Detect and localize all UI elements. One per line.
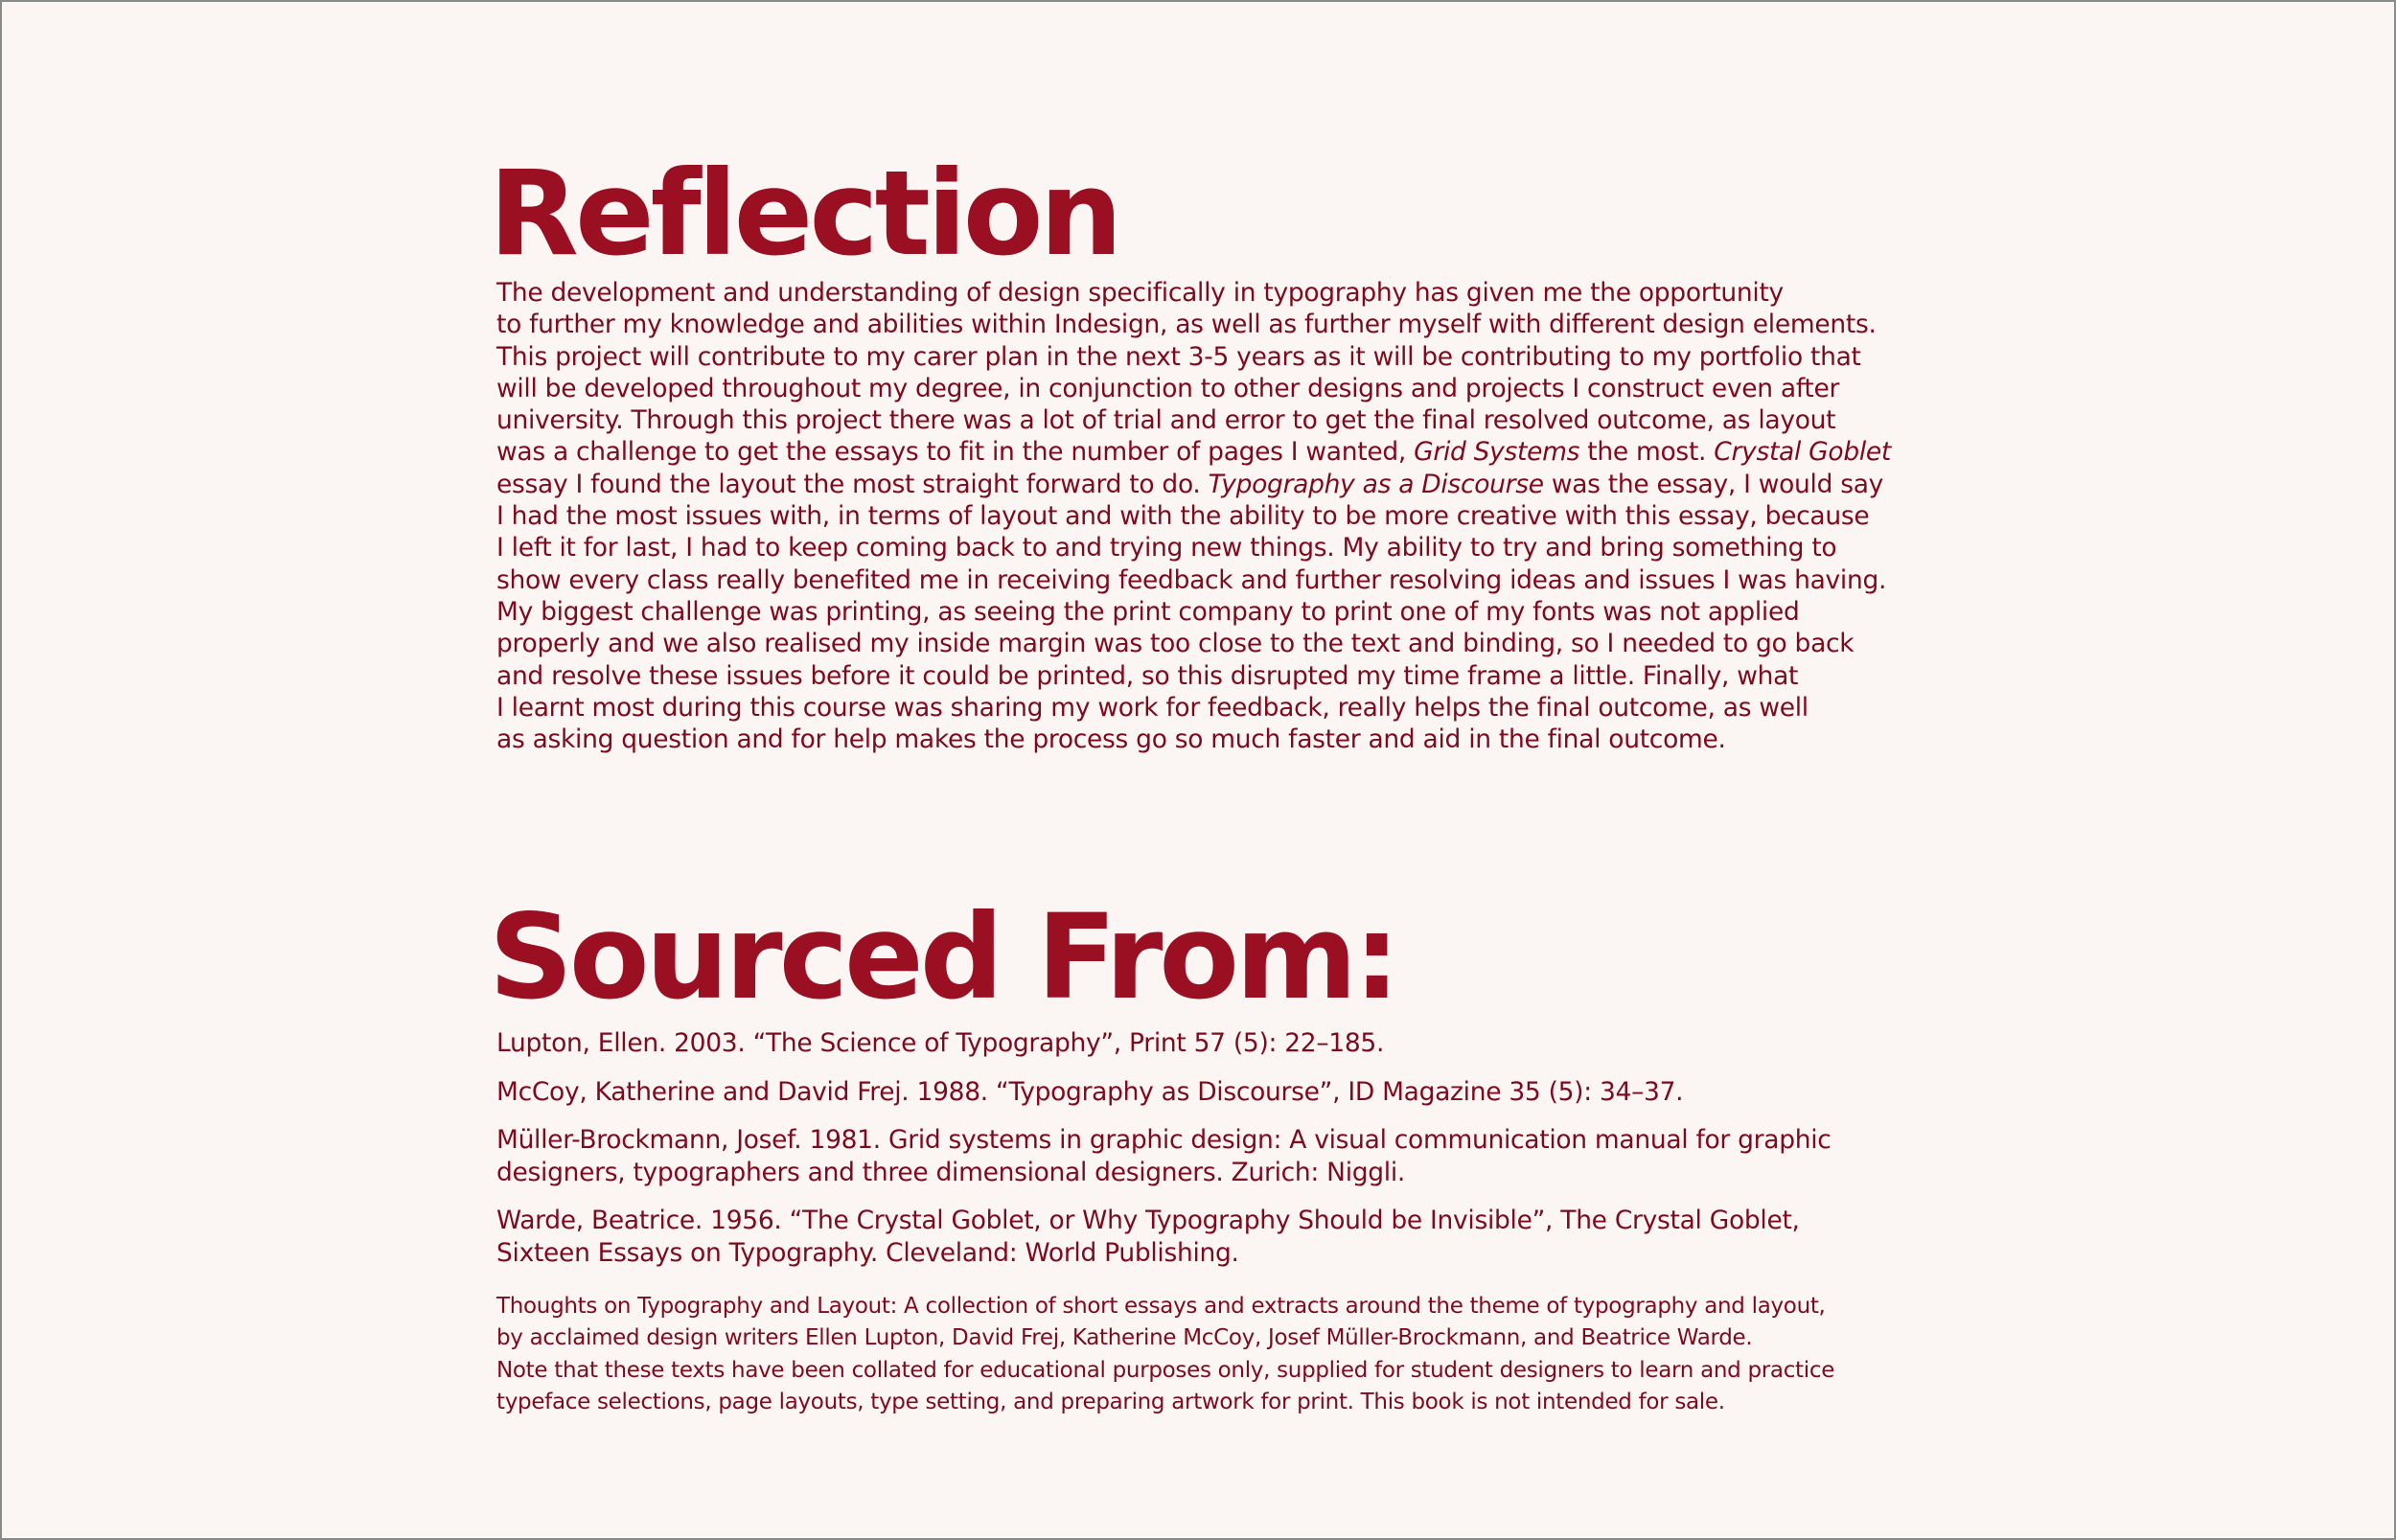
body-text-run: to further my knowledge and abilities within Indesign, as well as further myself with different design elements. <box>496 310 1877 340</box>
sourced-from-heading: Sourced From: <box>489 889 1396 1025</box>
reference-line: Warde, Beatrice. 1956. “The Crystal Goblet, or Why Typography Should be Invisible”, The Crystal Goblet, <box>496 1206 1800 1235</box>
body-text-run: I learnt most during this course was sharing my work for feedback, really helps the final outcome, as well <box>496 692 1809 723</box>
body-text-run: university. Through this project there was a lot of trial and error to get the final resolved outcome, as layout <box>496 405 1836 436</box>
reflection-line <box>496 500 1953 532</box>
reference-line: Sixteen Essays on Typography. Cleveland: World Publishing. <box>496 1237 1239 1268</box>
reflection-line <box>496 564 1953 596</box>
italic-title-text: Typography as a Discourse <box>1208 469 1544 499</box>
reflection-line <box>496 660 1953 692</box>
note-line: by acclaimed design writers Ellen Lupton, David Frej, Katherine McCoy, Josef Müller-Brockmann, and Beatrice Warde. <box>496 1325 1753 1351</box>
body-text-run: I had the most issues with, in terms of layout and with the ability to be more creative with this essay, because <box>496 501 1870 532</box>
note-line: typeface selections, page layouts, type setting, and preparing artwork for print. This book is not intended for sale. <box>496 1389 1725 1414</box>
reflection-line <box>496 404 1953 436</box>
italic-title-text: Grid Systems <box>1414 437 1580 468</box>
body-text-run: show every class really benefited me in receiving feedback and further resolving ideas and issues I was having. <box>496 564 1887 595</box>
italic-title-text: Crystal Goblet <box>1714 437 1892 468</box>
reference-entry <box>496 1076 1953 1109</box>
body-text-run: I left it for last, I had to keep coming back to and trying new things. My ability to try and bring something to <box>496 533 1837 563</box>
body-text-run: was the essay, I would say <box>1543 469 1884 499</box>
body-text-run: The development and understanding of design specifically in typography has given me the opportunity <box>496 278 1784 308</box>
reflection-line <box>496 692 1953 724</box>
body-text-run: as asking question and for help makes the process go so much faster and aid in the final outcome. <box>496 724 1726 755</box>
note-line: Thoughts on Typography and Layout: A collection of short essays and extracts around the theme of typography and layout, <box>496 1294 1826 1319</box>
reference-line: designers, typographers and three dimensional designers. Zurich: Niggli. <box>496 1157 1406 1187</box>
reflection-heading: Reflection <box>489 146 1119 282</box>
note-line: Note that these texts have been collated for educational purposes only, supplied for student designers to learn and practice <box>496 1357 1835 1383</box>
body-text-run: was a challenge to get the essays to fit in the number of pages I wanted, <box>496 437 1415 468</box>
reflection-line <box>496 341 1953 373</box>
body-text-run: will be developed throughout my degree, in conjunction to other designs and projects I construct even after <box>496 373 1840 403</box>
reflection-line <box>496 596 1953 628</box>
body-text-run: and resolve these issues before it could be printed, so this disrupted my time frame a little. Finally, what <box>496 660 1799 691</box>
reflection-line <box>496 469 1953 500</box>
body-text-run: This project will contribute to my carer plan in the next 3-5 years as it will be contributing to my portfolio that <box>496 341 1861 372</box>
body-text-run: properly and we also realised my inside margin was too close to the text and binding, so I needed to go back <box>496 629 1855 659</box>
reflection-line <box>496 309 1953 340</box>
reference-line: Lupton, Ellen. 2003. “The Science of Typography”, Print 57 (5): 22–185. <box>496 1028 1385 1058</box>
reflection-line <box>496 724 1953 755</box>
reference-list <box>496 1027 1953 1285</box>
reflection-body-text <box>496 277 1953 755</box>
reflection-line <box>496 436 1953 468</box>
body-text-run: essay I found the layout the most straight forward to do. <box>496 469 1209 499</box>
reflection-line <box>496 277 1953 309</box>
reference-entry <box>496 1124 1953 1188</box>
reflection-line <box>496 532 1953 563</box>
reference-line: McCoy, Katherine and David Frej. 1988. “Typography as Discourse”, ID Magazine 35 (5): 34–37. <box>496 1076 1684 1107</box>
reference-entry <box>496 1027 1953 1060</box>
reference-entry <box>496 1205 1953 1269</box>
reflection-line <box>496 628 1953 659</box>
reference-line: Müller-Brockmann, Josef. 1981. Grid systems in graphic design: A visual communication manual for graphic <box>496 1125 1832 1155</box>
disclaimer-note <box>496 1291 1953 1418</box>
body-text-run: My biggest challenge was printing, as seeing the print company to print one of my fonts was not applied <box>496 596 1800 627</box>
reflection-line <box>496 373 1953 404</box>
body-text-run: the most. <box>1579 437 1715 468</box>
